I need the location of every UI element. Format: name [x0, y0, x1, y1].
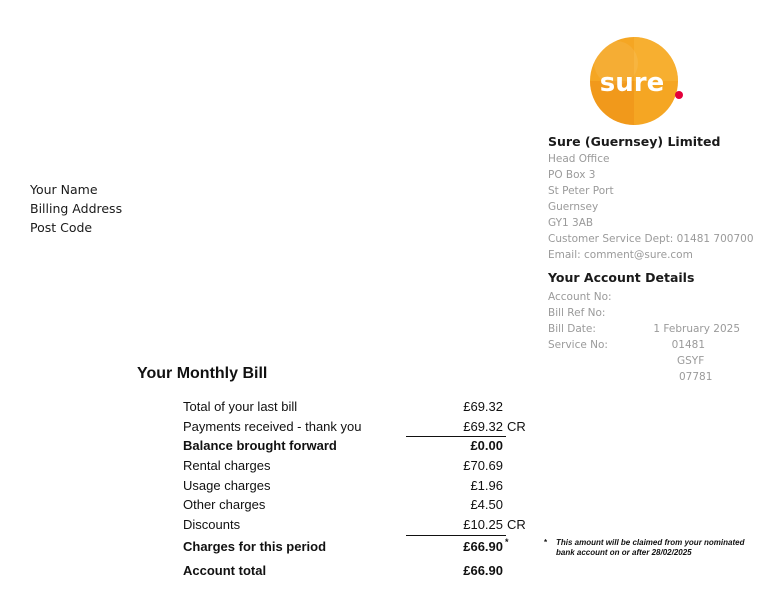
bill-row-amount: £69.32	[463, 418, 503, 434]
bill-row-label: Usage charges	[183, 477, 271, 493]
logo-dot	[675, 91, 683, 99]
company-name: Sure (Guernsey) Limited	[548, 134, 721, 149]
account-details	[548, 270, 763, 387]
bill-row-amount: £10.25	[463, 517, 503, 533]
service-number-row	[548, 339, 763, 355]
bill-row-label: Other charges	[183, 497, 266, 513]
bill-row-period-charges	[183, 536, 543, 559]
bill-row-amount: £69.32	[463, 399, 503, 414]
post-code: Post Code	[30, 220, 93, 235]
bill-row-account-total	[183, 563, 543, 583]
company-address-line: Head Office	[548, 153, 610, 165]
footnote-marker: *	[505, 536, 509, 547]
company-details	[548, 134, 763, 263]
logo-wordmark: sure	[599, 68, 665, 98]
billing-address: Billing Address	[30, 201, 123, 216]
bill-row-amount: £66.90	[463, 538, 503, 554]
sure-logo	[586, 33, 686, 133]
company-phone: Customer Service Dept: 01481 700700	[548, 233, 754, 245]
service-number-value: 07781	[679, 371, 713, 383]
credit-marker: CR	[507, 517, 526, 533]
bill-row-label: Balance brought forward	[183, 438, 337, 454]
company-address-line: PO Box 3	[548, 169, 596, 181]
footnote-text: This amount will be claimed from your nominated bank account on or after 28/02/2025	[556, 538, 745, 557]
bill-row-usage	[183, 478, 543, 498]
company-address-line: St Peter Port	[548, 185, 614, 197]
company-email: Email: comment@sure.com	[548, 249, 693, 261]
bill-date-value: 1 February 2025	[653, 323, 740, 335]
bill-ref-label: Bill Ref No:	[548, 307, 606, 319]
bill-row-balance-forward	[183, 438, 543, 458]
bill-date-label: Bill Date:	[548, 323, 596, 335]
bill-row-last-bill	[183, 399, 543, 419]
bill-row-amount: £1.96	[470, 477, 503, 493]
sure-logo-graphic	[586, 33, 686, 133]
monthly-bill-title: Your Monthly Bill	[137, 365, 268, 382]
customer-address	[30, 180, 122, 237]
company-address-line: Guernsey	[548, 201, 599, 213]
bill-row-label: Discounts	[183, 517, 241, 533]
account-number-label: Account No:	[548, 291, 612, 303]
bill-row-amount: £0.00	[470, 438, 503, 454]
customer-name: Your Name	[30, 182, 98, 197]
account-number-row	[548, 291, 763, 307]
bill-row-discounts	[183, 517, 543, 537]
service-number-label: Service No:	[548, 339, 608, 351]
bill-row-other	[183, 497, 543, 517]
bill-row-label: Charges for this period	[183, 538, 327, 554]
bill-row-label: Payments received - thank you	[183, 418, 362, 434]
footnote-star: *	[544, 538, 548, 547]
service-number-value: 01481	[671, 339, 705, 351]
bill-row-rental	[183, 458, 543, 478]
bill-row-amount: £4.50	[470, 497, 503, 513]
bill-row-label: Account total	[183, 562, 267, 578]
bill-summary-table	[183, 399, 543, 582]
bill-date-row	[548, 323, 763, 339]
bill-row-label: Total of your last bill	[183, 399, 298, 414]
company-postcode: GY1 3AB	[548, 217, 594, 229]
service-number-value: GSYF	[677, 355, 705, 367]
subtotal-rule	[406, 535, 506, 536]
bill-row-amount: £70.69	[463, 458, 503, 474]
service-number-extra	[548, 371, 763, 387]
direct-debit-footnote	[544, 538, 754, 558]
account-details-title: Your Account Details	[548, 270, 695, 285]
bill-ref-row	[548, 307, 763, 323]
bill-row-amount: £66.90	[463, 562, 503, 578]
bill-row-label: Rental charges	[183, 458, 271, 474]
service-number-extra	[548, 355, 763, 371]
credit-marker: CR	[507, 418, 526, 434]
subtotal-rule	[406, 436, 506, 437]
